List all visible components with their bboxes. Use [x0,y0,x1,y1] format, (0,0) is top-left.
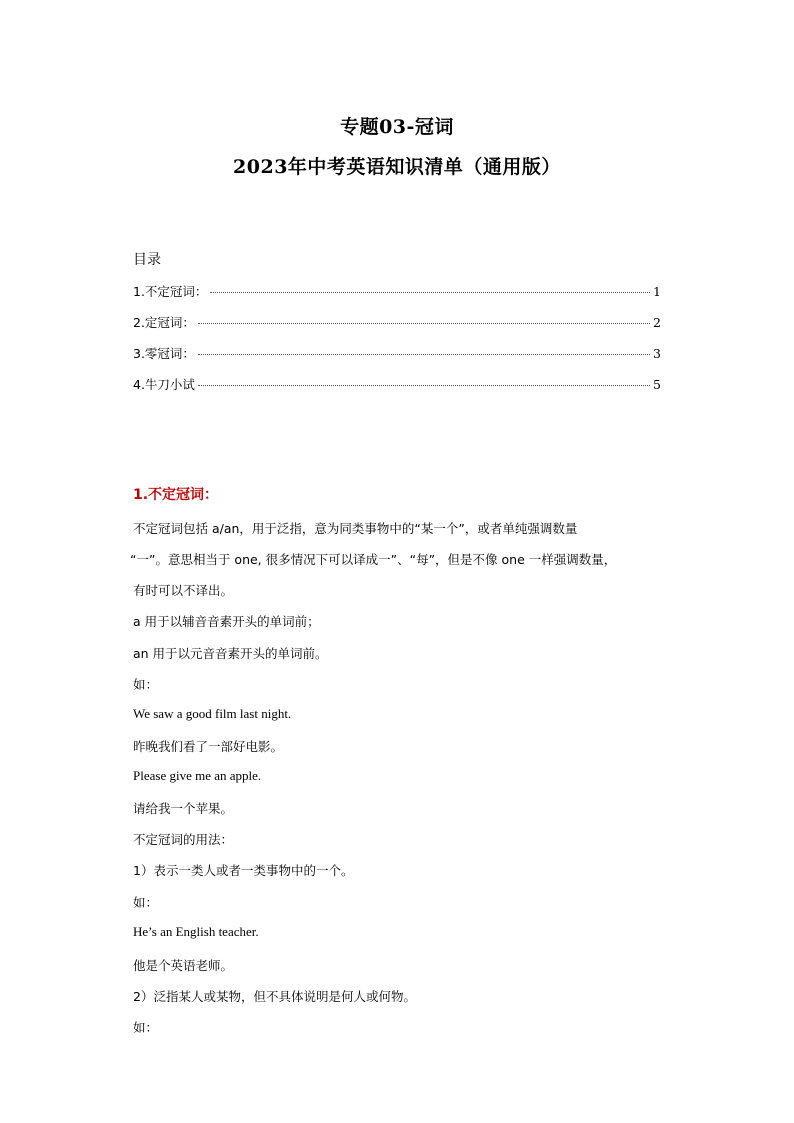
toc-entry-label: 2.定冠词： [133,315,195,330]
toc-entry-page: 2 [653,315,661,330]
example-sentence-english: We saw a good film last night. [133,706,292,721]
toc-dot-leader [198,354,650,355]
document-title: 专题03-冠词 [340,116,454,138]
example-sentence-chinese: 他是个英语老师。 [133,958,234,973]
body-line: 有时可以不译出。 [133,583,234,598]
body-line: 2）泛指某人或某物，但不具体说明是何人或何物。 [133,989,416,1004]
toc-entry-zero-article[interactable] [133,344,661,362]
toc-entry-definite-article[interactable] [133,313,661,331]
toc-heading: 目录 [133,252,161,268]
example-sentence-english: Please give me an apple. [133,768,262,783]
body-line: a 用于以辅音音素开头的单词前； [133,614,320,629]
toc-dot-leader [198,323,650,324]
body-line: 如： [133,677,159,692]
body-line: 不定冠词包括 a/an，用于泛指，意为同类事物中的“某一个”，或者单纯强调数量 [133,521,578,536]
toc-entry-page: 5 [653,377,661,392]
toc-dot-leader [198,385,650,386]
body-line: 1）表示一类人或者一类事物中的一个。 [133,863,354,878]
body-line: 如： [133,895,159,910]
toc-entry-label: 4.牛刀小试 [133,377,195,392]
example-sentence-english: He’s an English teacher. [133,924,259,939]
example-sentence-chinese: 请给我一个苹果。 [133,801,234,816]
toc-entry-indefinite-article[interactable] [133,282,661,300]
body-line: 不定冠词的用法： [133,832,234,847]
document-subtitle: 2023年中考英语知识清单（通用版） [233,156,561,178]
toc-entry-practice[interactable] [133,375,661,393]
toc-entry-page: 1 [653,284,661,299]
body-line: “一”。意思相当于 one, 很多情况下可以译成一”、“每”，但是不像 one 一样强调数量， [130,552,617,567]
body-line: an 用于以元音音素开头的单词前。 [133,646,328,661]
toc-entry-page: 3 [653,346,661,361]
toc-dot-leader [210,292,650,293]
section-heading-indefinite-article: 1.不定冠词： [133,487,219,503]
body-line: 如： [133,1020,159,1035]
toc-entry-label: 3.零冠词： [133,346,195,361]
example-sentence-chinese: 昨晚我们看了一部好电影。 [133,739,284,754]
toc-entry-label: 1.不定冠词： [133,284,208,299]
